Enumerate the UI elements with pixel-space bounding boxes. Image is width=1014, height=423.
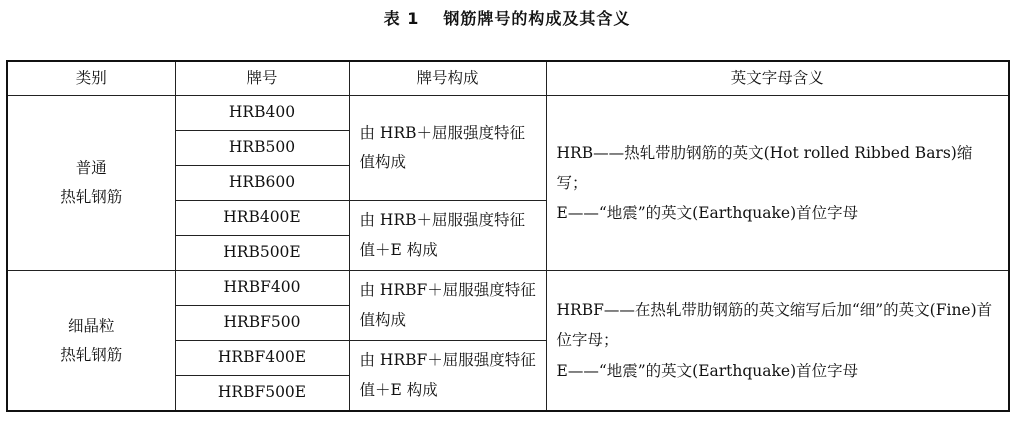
category-cell	[7, 271, 175, 412]
grade-cell: HRB600	[175, 166, 349, 201]
category-line: 细晶粒	[67, 316, 115, 335]
composition-cell: 由 HRBF＋屈服强度特征值构成	[349, 271, 546, 341]
table-number: 表 1	[383, 9, 420, 28]
header-meaning: 英文字母含义	[546, 61, 1009, 96]
grade-cell: HRB500E	[175, 236, 349, 271]
category-line: 热轧钢筋	[60, 188, 123, 206]
grade-cell: HRBF400	[175, 271, 349, 306]
category-line: 普通	[75, 159, 107, 178]
grade-cell: HRBF500E	[175, 376, 349, 412]
grade-cell: HRB500	[175, 131, 349, 166]
grade-cell: HRB400E	[175, 201, 349, 236]
meaning-line: HRB——热轧带肋钢筋的英文(Hot rolled Ribbed Bars)缩写；	[556, 143, 973, 192]
grade-cell: HRBF500	[175, 306, 349, 341]
table-title: 钢筋牌号的构成及其含义	[443, 9, 631, 28]
meaning-cell	[546, 96, 1009, 271]
header-category: 类别	[7, 61, 175, 96]
header-grade: 牌号	[175, 61, 349, 96]
category-cell	[7, 96, 175, 271]
table-row	[7, 96, 1009, 131]
composition-cell: 由 HRBF＋屈服强度特征值＋E 构成	[349, 341, 546, 412]
table-row	[7, 271, 1009, 306]
grade-cell: HRBF400E	[175, 341, 349, 376]
meaning-cell	[546, 271, 1009, 412]
rebar-grade-table	[6, 60, 1010, 412]
header-composition: 牌号构成	[349, 61, 546, 96]
composition-cell: 由 HRB＋屈服强度特征值＋E 构成	[349, 201, 546, 271]
meaning-line: E——“地震”的英文(Earthquake)首位字母	[556, 361, 859, 380]
meaning-line: E——“地震”的英文(Earthquake)首位字母	[556, 204, 859, 223]
meaning-line: HRBF——在热轧带肋钢筋的英文缩写后加“细”的英文(Fine)首位字母；	[556, 301, 993, 350]
category-line: 热轧钢筋	[60, 345, 123, 364]
table-caption	[0, 6, 1014, 29]
composition-cell: 由 HRB＋屈服强度特征值构成	[349, 96, 546, 201]
header-row	[7, 61, 1009, 96]
grade-cell: HRB400	[175, 96, 349, 131]
